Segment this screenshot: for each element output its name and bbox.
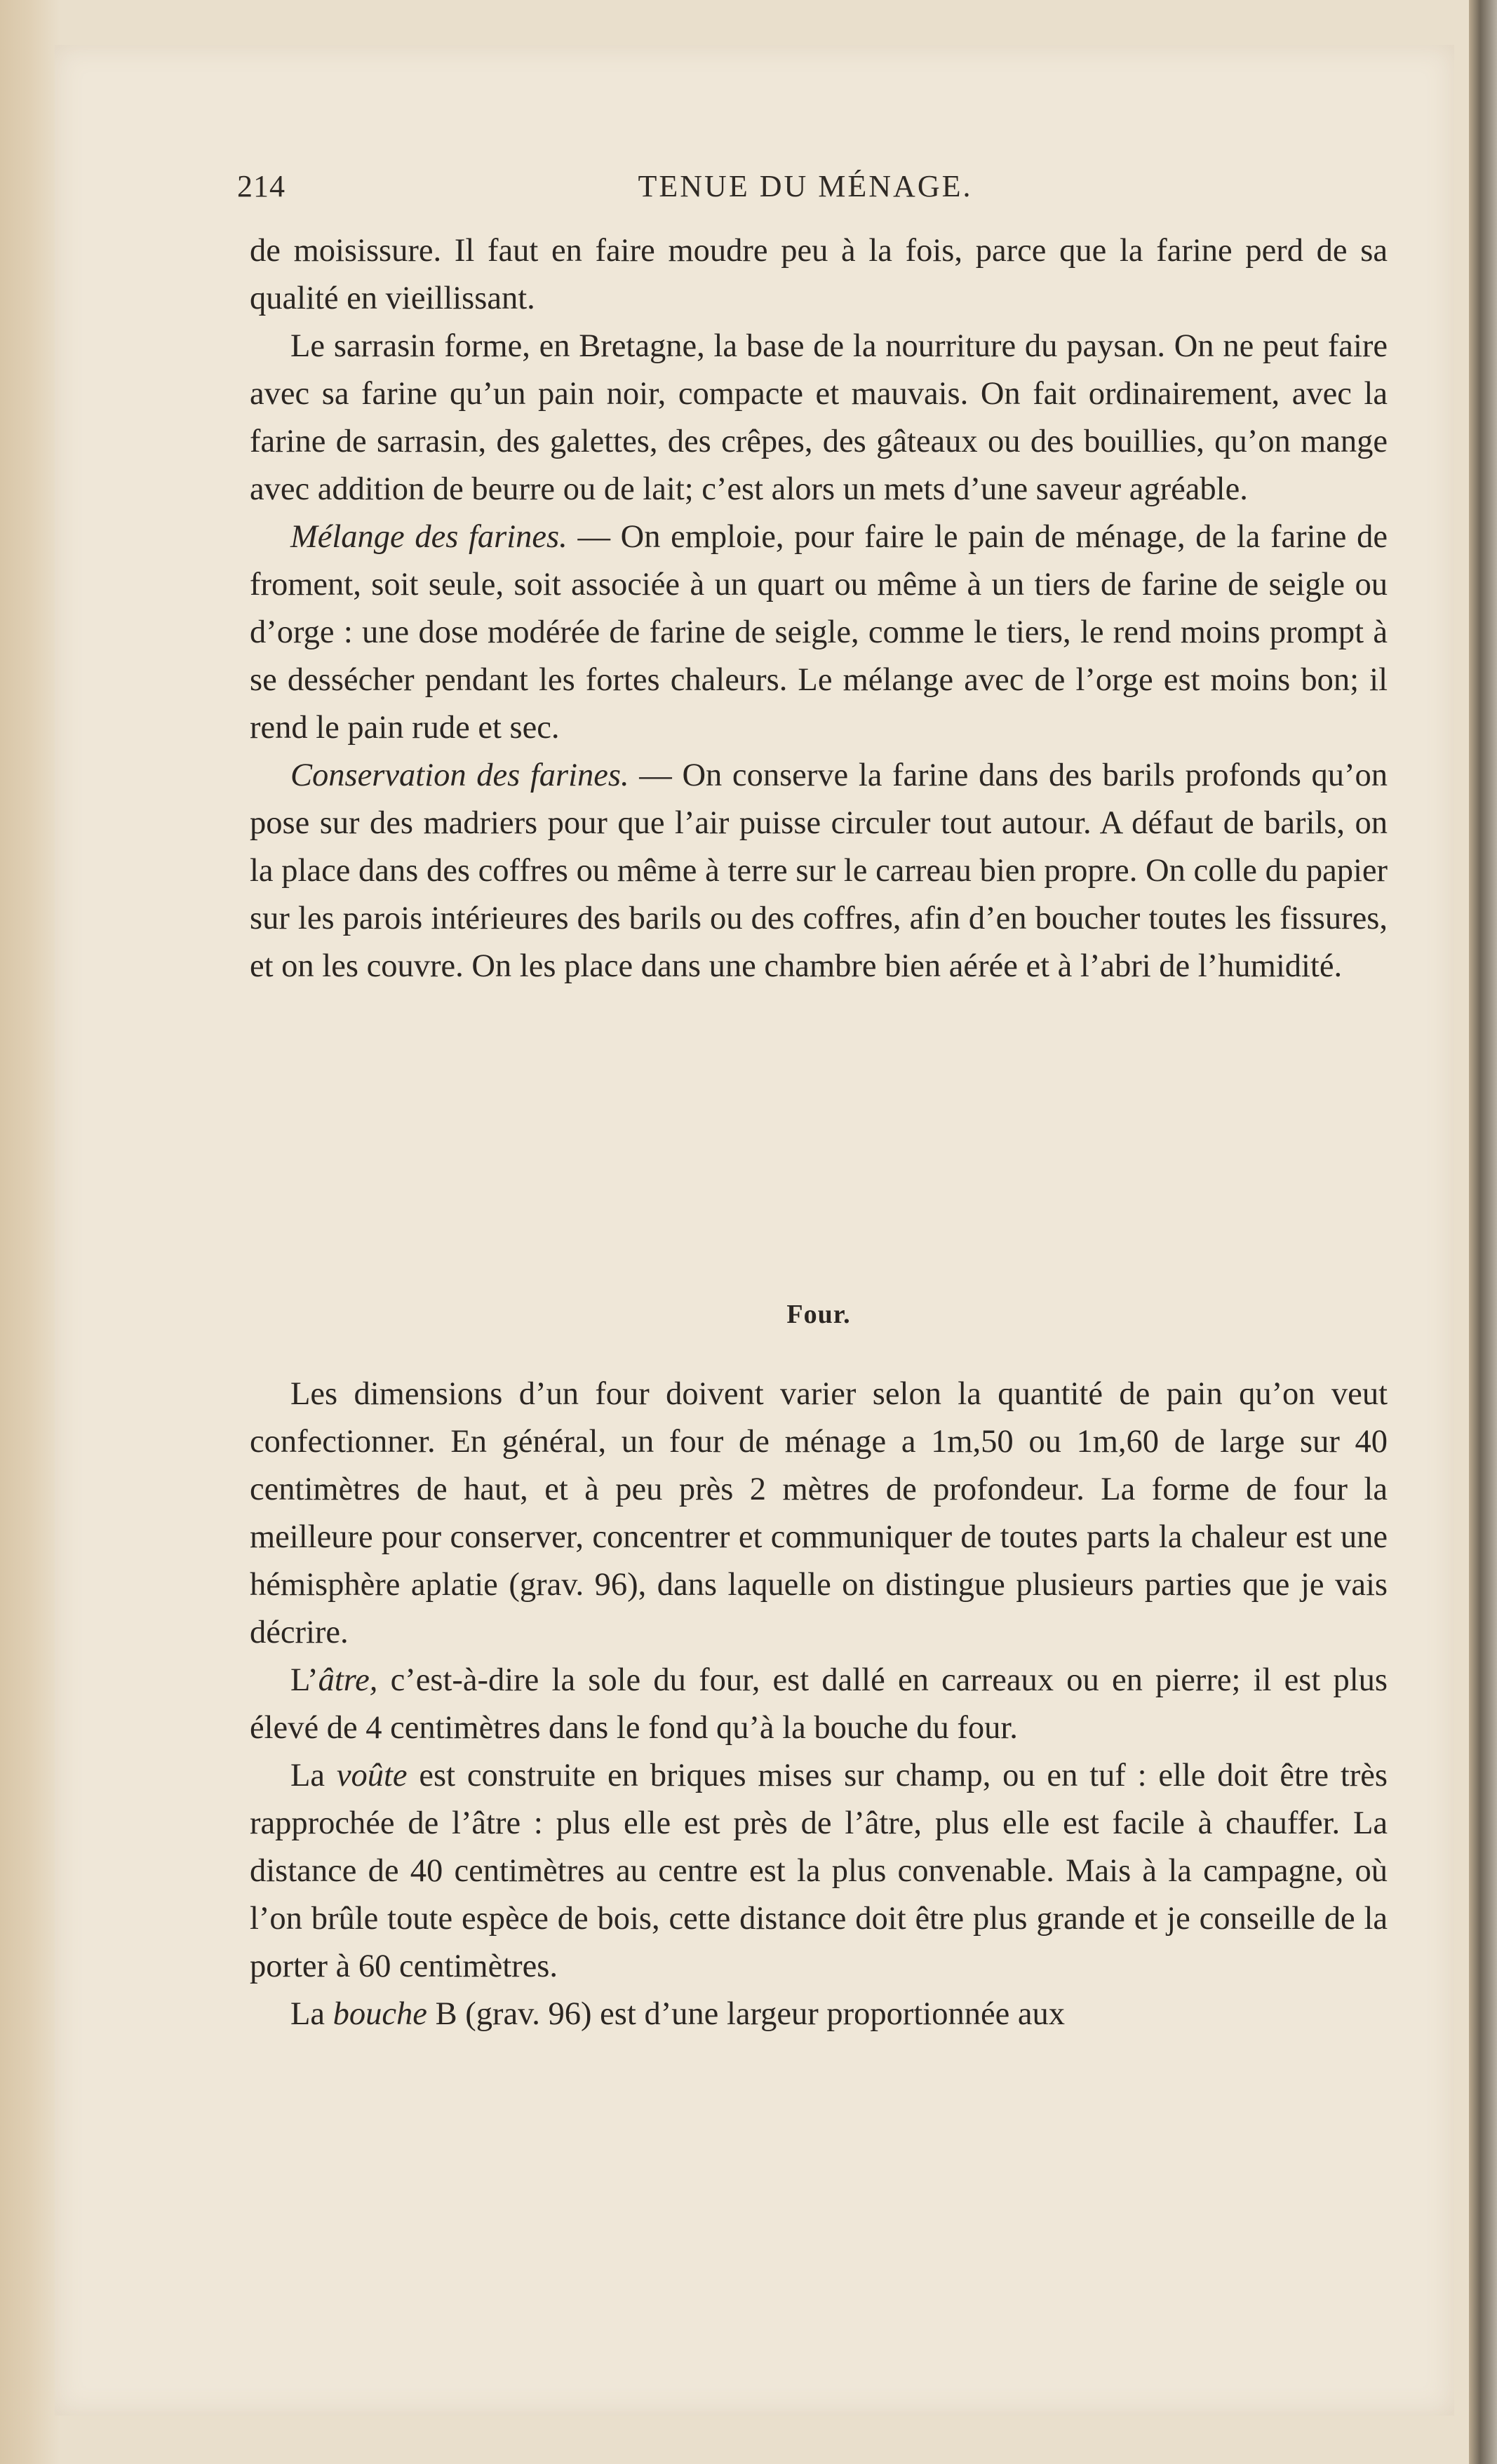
paragraph-lead: Conservation des farines. bbox=[290, 758, 629, 793]
running-head: TENUE DU MÉNAGE. bbox=[638, 169, 973, 203]
paragraph: Mélange des farines. — On emploie, pour faire le pain de ménage, de la farine de froment, soit seule, soit associée à un quart ou même à un tiers de farine de seigle ou d’orge : une dose modérée de farine de seigle, comme le tiers, le rend moins prompt à se dessécher pendant les fortes chaleurs. Le mélange avec de l’orge est moins bon; il rend le pain rude et sec. bbox=[250, 519, 1388, 746]
page-header bbox=[237, 168, 1374, 210]
paragraph: Conservation des farines. — On conserve la farine dans des barils profonds qu’on pose sur des madriers pour que l’air puisse circuler tout autour. A défaut de barils, on la place dans des coffres ou même à terre sur le carreau bien propre. On colle du papier sur les parois intérieures des barils ou des coffres, afin d’en boucher toutes les fissures, et on les couvre. On les place dans une chambre bien aérée et à l’abri de l’humidité. bbox=[250, 758, 1388, 984]
term: bouche bbox=[333, 1996, 427, 2032]
paragraph: La voûte est construite en briques mises sur champ, ou en tuf : elle doit être très rapprochée de l’âtre : plus elle est près de l’âtre, plus elle est facile à chauffer. La distance de 40 centimètres au centre est la plus convenable. Mais à la campagne, où l’on brûle toute espèce de bois, cette distance doit être plus grande et je conseille de la porter à 60 centimètres. bbox=[250, 1758, 1388, 1984]
body-text-top bbox=[250, 227, 1388, 990]
paragraph: Le sarrasin forme, en Bretagne, la base de la nourriture du paysan. On ne peut faire avec sa farine qu’un pain noir, compacte et mauvais. On fait ordinairement, avec la farine de sarrasin, des galettes, des crêpes, des gâteaux ou des bouillies, qu’on mange avec addition de beurre ou de lait; c’est alors un mets d’une saveur agréable. bbox=[250, 328, 1388, 507]
paragraph: de moisissure. Il faut en faire moudre peu à la fois, parce que la farine perd de sa qualité en vieillissant. bbox=[250, 233, 1388, 316]
term: âtre, bbox=[318, 1662, 378, 1698]
page-number: 214 bbox=[237, 169, 286, 203]
paragraph: L’âtre, c’est-à-dire la sole du four, est dallé en carreaux ou en pierre; il est plus élevé de 4 centimètres dans le fond qu’à la bouche du four. bbox=[250, 1662, 1388, 1746]
section-title: Four. bbox=[786, 1300, 851, 1329]
term: voûte bbox=[336, 1758, 408, 1793]
paragraph-lead: Mélange des farines. bbox=[290, 519, 568, 555]
paragraph: La bouche B (grav. 96) est d’une largeur proportionnée aux bbox=[290, 1996, 1065, 2032]
body-text-bottom bbox=[250, 1371, 1388, 2038]
page-gutter bbox=[1469, 0, 1497, 2464]
paragraph: Les dimensions d’un four doivent varier selon la quantité de pain qu’on veut confectionner. En général, un four de ménage a 1m,50 ou 1m,60 de large sur 40 centimètres de haut, et à peu près 2 mètres de profondeur. La forme de four la meilleure pour conserver, concentrer et communiquer de toutes parts la chaleur est une hémisphère aplatie (grav. 96), dans laquelle on distingue plusieurs parties que je vais décrire. bbox=[250, 1376, 1388, 1650]
